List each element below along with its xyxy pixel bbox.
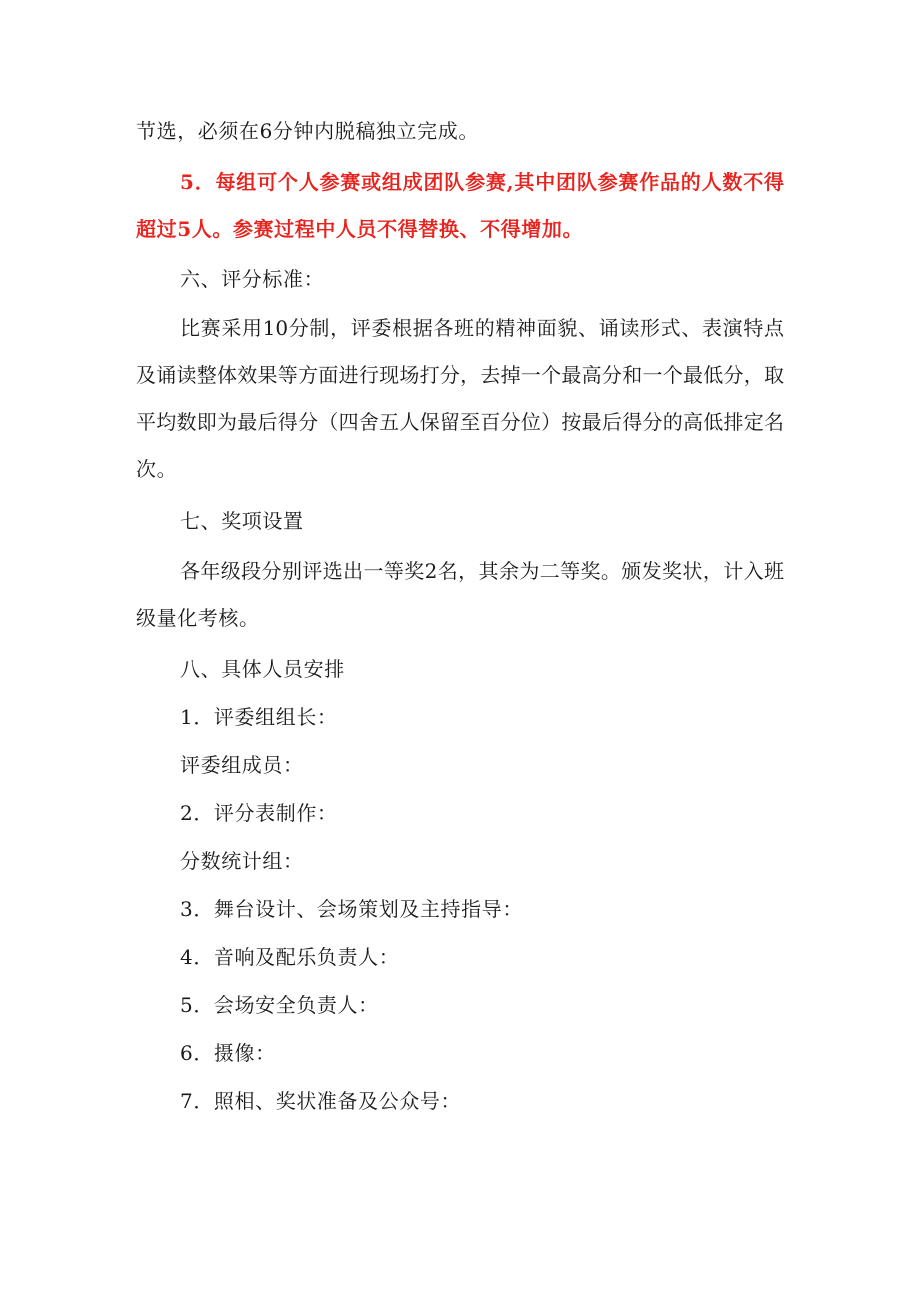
awards-paragraph-line-1: 各年级段分别评选出一等奖2名，其余为二等奖。颁发奖状，计入班 — [180, 559, 784, 583]
staff-item-4: 4．音响及配乐负责人： — [180, 945, 400, 969]
staff-item-2: 2．评分表制作： — [180, 801, 338, 825]
paragraph-continuation: 节选，必须在6分钟内脱稿独立完成。 — [136, 119, 479, 143]
scoring-paragraph-line-2: 及诵读整体效果等方面进行现场打分，去掉一个最高分和一个最低分，取 — [136, 363, 784, 387]
rule-5-highlighted: 5．每组可个人参赛或组成团队参赛,其中团队参赛作品的人数不得 — [180, 170, 784, 194]
staff-item-3: 3．舞台设计、会场策划及主持指导： — [180, 897, 523, 921]
staff-item-5: 5．会场安全负责人： — [180, 993, 379, 1017]
staff-item-7: 7．照相、奖状准备及公众号： — [180, 1089, 462, 1113]
staff-item-1: 1．评委组组长： — [180, 705, 338, 729]
scoring-paragraph-line-3: 平均数即为最后得分（四舍五人保留至百分位）按最后得分的高低排定名 — [136, 410, 784, 434]
staff-item-6: 6．摄像： — [180, 1041, 276, 1065]
staff-item-2-stats: 分数统计组： — [180, 849, 304, 873]
section-heading-awards: 七、奖项设置 — [180, 509, 304, 533]
section-heading-scoring: 六、评分标准： — [180, 267, 325, 291]
scoring-paragraph-line-4: 次。 — [136, 457, 178, 481]
rule-5-highlighted-cont: 超过5人。参赛过程中人员不得替换、不得增加。 — [136, 217, 584, 241]
awards-paragraph-line-2: 级量化考核。 — [136, 606, 260, 630]
scoring-paragraph-line-1: 比赛采用10分制，评委根据各班的精神面貌、诵读形式、表演特点 — [180, 316, 784, 340]
staff-item-1-members: 评委组成员： — [180, 753, 304, 777]
section-heading-staff: 八、具体人员安排 — [180, 657, 345, 681]
